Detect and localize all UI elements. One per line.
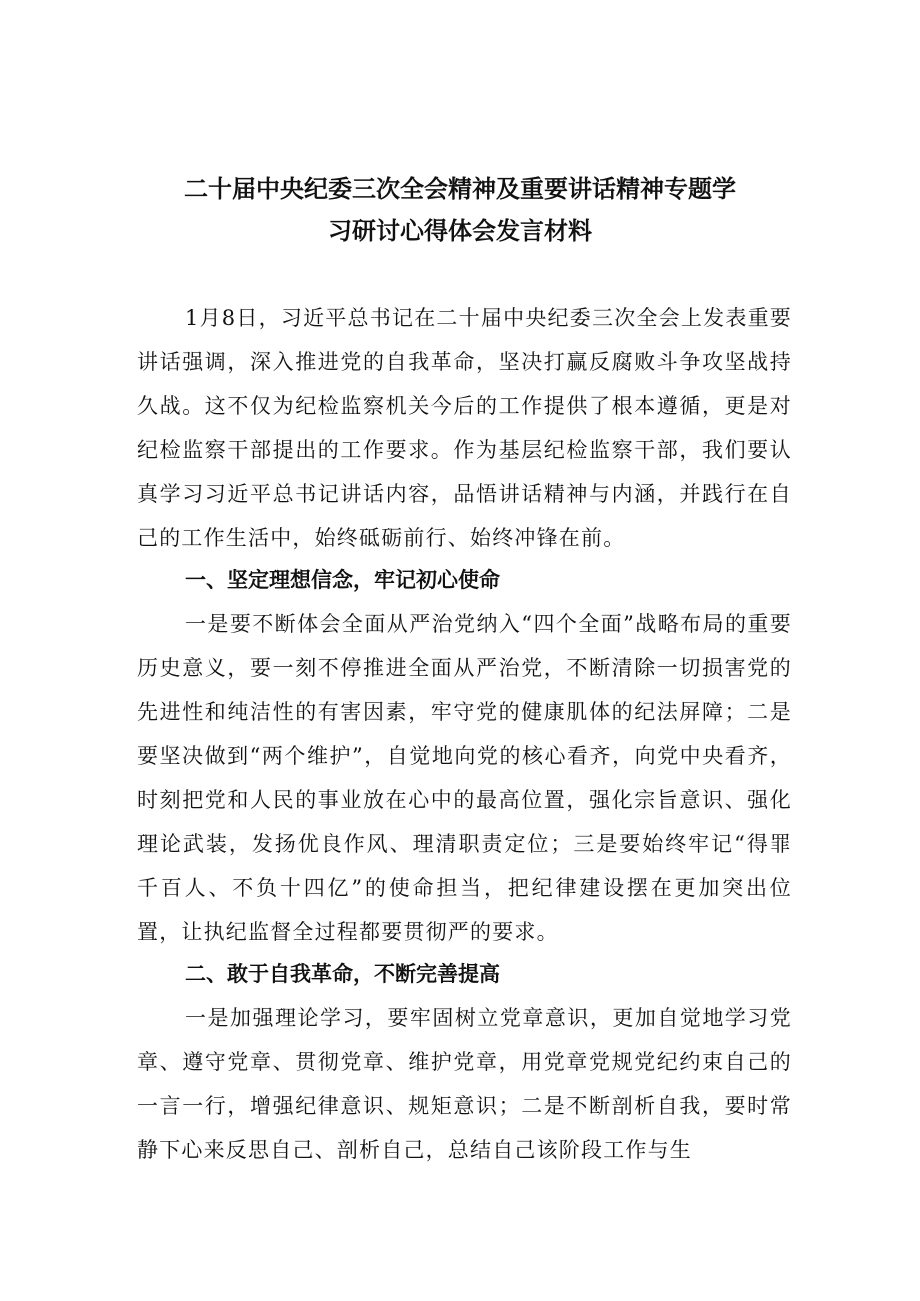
intro-paragraph: 1月8日，习近平总书记在二十届中央纪委三次全会上发表重要讲话强调，深入推进党的自我革命，坚决打赢反腐败斗争攻坚战持久战。这不仅为纪检监察机关今后的工作提供了根本遵循，更是对纪检监察干部提出的工作要求。作为基层纪检监察干部，我们要认真学习习近平总书记讲话内容，品悟讲话精神与内涵，并践行在自己的工作生活中，始终砥砺前行、始终冲锋在前。 bbox=[137, 306, 792, 550]
section-heading-2: 二、敢于自我革命，不断完善提高 bbox=[185, 962, 500, 986]
section-2-paragraph: 一是加强理论学习，要牢固树立党章意识，更加自觉地学习党章、遵守党章、贯彻党章、维护党章，用党章党规党纪约束自己的一言一行，增强纪律意识、规矩意识；二是不断剖析自我，要时常静下心来反思自己、剖析自己，总结自己该阶段工作与生 bbox=[137, 1006, 792, 1162]
section-heading-1: 一、坚定理想信念，牢记初心使命 bbox=[185, 568, 500, 592]
document-title-line-2: 习研讨心得体会发言材料 bbox=[328, 217, 592, 245]
section-1-paragraph: 一是要不断体会全面从严治党纳入“四个全面”战略布局的重要历史意义，要一刻不停推进全面从严治党，不断清除一切损害党的先进性和纯洁性的有害因素，牢守党的健康肌体的纪法屏障；二是要坚决做到“两个维护”，自觉地向党的核心看齐，向党中央看齐，时刻把党和人民的事业放在心中的最高位置，强化宗旨意识、强化理论武装，发扬优良作风、理清职责定位；三是要始终牢记“得罪千百人、不负十四亿”的使命担当，把纪律建设摆在更加突出位置，让执纪监督全过程都要贯彻严的要求。 bbox=[137, 612, 792, 944]
document-title-line-1: 二十届中央纪委三次全会精神及重要讲话精神专题学 bbox=[184, 175, 736, 203]
